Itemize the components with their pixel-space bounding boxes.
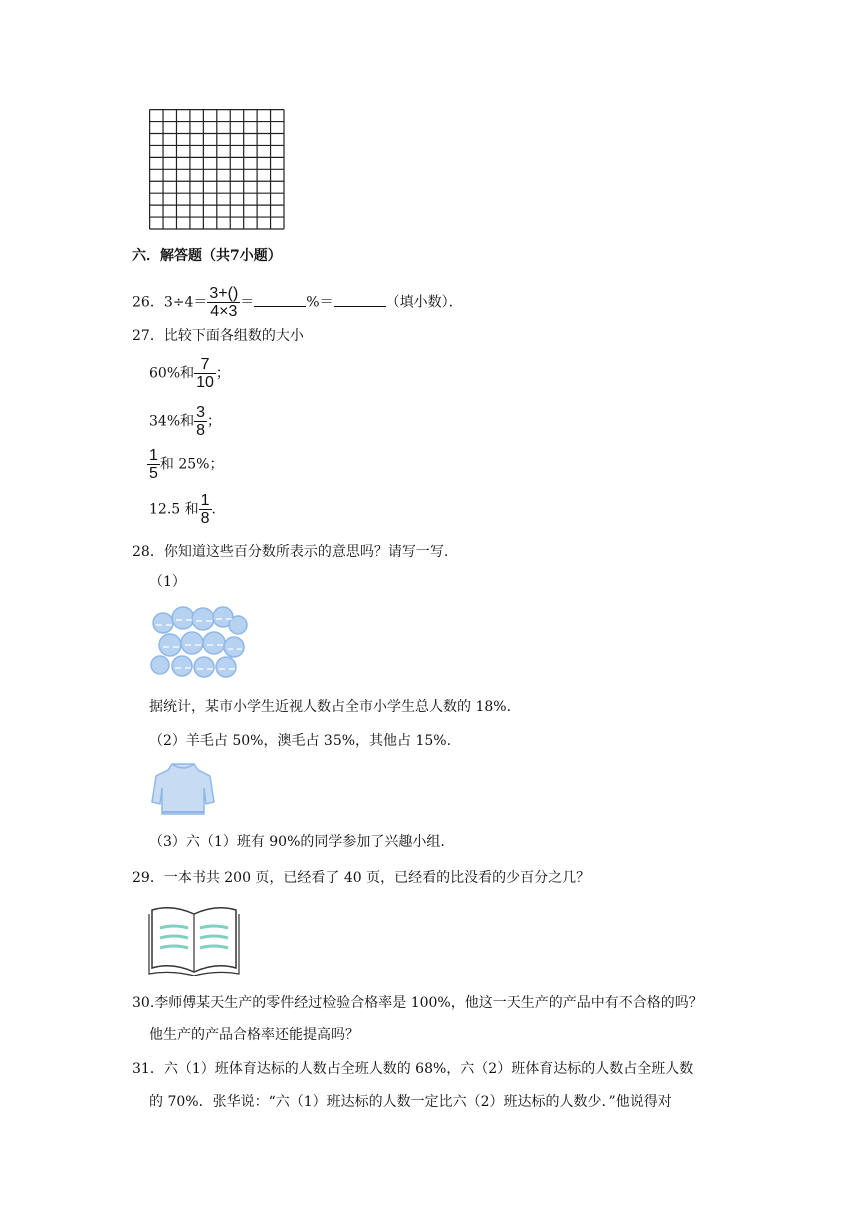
answer-blank-1 bbox=[254, 292, 306, 307]
item-fraction bbox=[194, 356, 216, 391]
item-fraction bbox=[199, 492, 212, 527]
item-fraction bbox=[147, 447, 160, 482]
q26-suffix: （填小数）． bbox=[385, 294, 463, 311]
fraction-numerator: 7 bbox=[200, 356, 210, 373]
fraction-denominator: 5 bbox=[149, 465, 158, 482]
fraction-denominator: 4×3 bbox=[207, 302, 240, 320]
answer-blank-2 bbox=[334, 292, 386, 307]
question-28: 28．你知道这些百分数所表示的意思吗？请写一写. bbox=[132, 544, 449, 560]
compare-item-3 bbox=[147, 447, 223, 482]
item-right: ； bbox=[207, 413, 222, 430]
section-title: 六．解答题（共7小题） bbox=[132, 248, 282, 264]
compare-item-2 bbox=[149, 404, 221, 439]
children-picture bbox=[148, 603, 248, 683]
hundred-grid-figure bbox=[149, 109, 285, 230]
question-26 bbox=[132, 285, 463, 320]
item-left: 60%和 bbox=[149, 365, 195, 382]
question-29: 29．一本书共 200 页，已经看了 40 页，已经看的比没看的少百分之几？ bbox=[132, 870, 591, 886]
q26-percent: %＝ bbox=[306, 294, 334, 311]
question-30-line1: 30.李师傅某天生产的零件经过检验合格率是 100%，他这一天生产的产品中有不合格的吗？ bbox=[132, 995, 703, 1011]
fraction-denominator: 8 bbox=[196, 422, 206, 439]
question-31-line1: 31．六（1）班体育达标的人数占全班人数的 68%，六（2）班体育达标的人数占全班人数 bbox=[132, 1061, 694, 1077]
fraction-numerator: 1 bbox=[149, 447, 158, 464]
item-right: 和 25%； bbox=[159, 456, 224, 473]
question-31-line2: 的 70%．张华说：“六（1）班达标的人数一定比六（2）班达标的人数少．”他说得对 bbox=[149, 1094, 672, 1110]
sweater-picture bbox=[150, 760, 216, 818]
item-right: . bbox=[211, 501, 216, 518]
q28-part1-label: （1） bbox=[149, 574, 186, 590]
q26-prefix: 3÷4＝ bbox=[163, 294, 208, 311]
item-fraction bbox=[194, 404, 207, 439]
q26-number: 26． bbox=[132, 294, 164, 311]
item-left: 34%和 bbox=[149, 413, 195, 430]
q28-part1-text: 据统计，某市小学生近视人数占全市小学生总人数的 18%. bbox=[149, 699, 512, 715]
fraction-denominator: 8 bbox=[200, 510, 210, 527]
open-book-picture bbox=[148, 904, 240, 976]
q28-part3-text: （3）六（1）班有 90%的同学参加了兴趣小组. bbox=[149, 834, 445, 850]
fraction-numerator: 3+() bbox=[209, 285, 239, 302]
q28-part2-text: （2）羊毛占 50%，澳毛占 35%，其他占 15%. bbox=[149, 733, 452, 749]
q26-equals: ＝ bbox=[240, 294, 255, 311]
fraction-numerator: 3 bbox=[196, 404, 206, 421]
fraction-denominator: 10 bbox=[196, 374, 214, 391]
item-left: 12.5 和 bbox=[149, 501, 199, 518]
compare-item-4 bbox=[149, 492, 216, 527]
q26-fraction bbox=[207, 285, 240, 320]
question-30-line2: 他生产的产品合格率还能提高吗？ bbox=[149, 1027, 359, 1043]
fraction-numerator: 1 bbox=[200, 492, 210, 509]
compare-item-1 bbox=[149, 356, 230, 391]
item-right: ； bbox=[215, 365, 230, 382]
question-27: 27．比较下面各组数的大小 bbox=[132, 328, 304, 344]
